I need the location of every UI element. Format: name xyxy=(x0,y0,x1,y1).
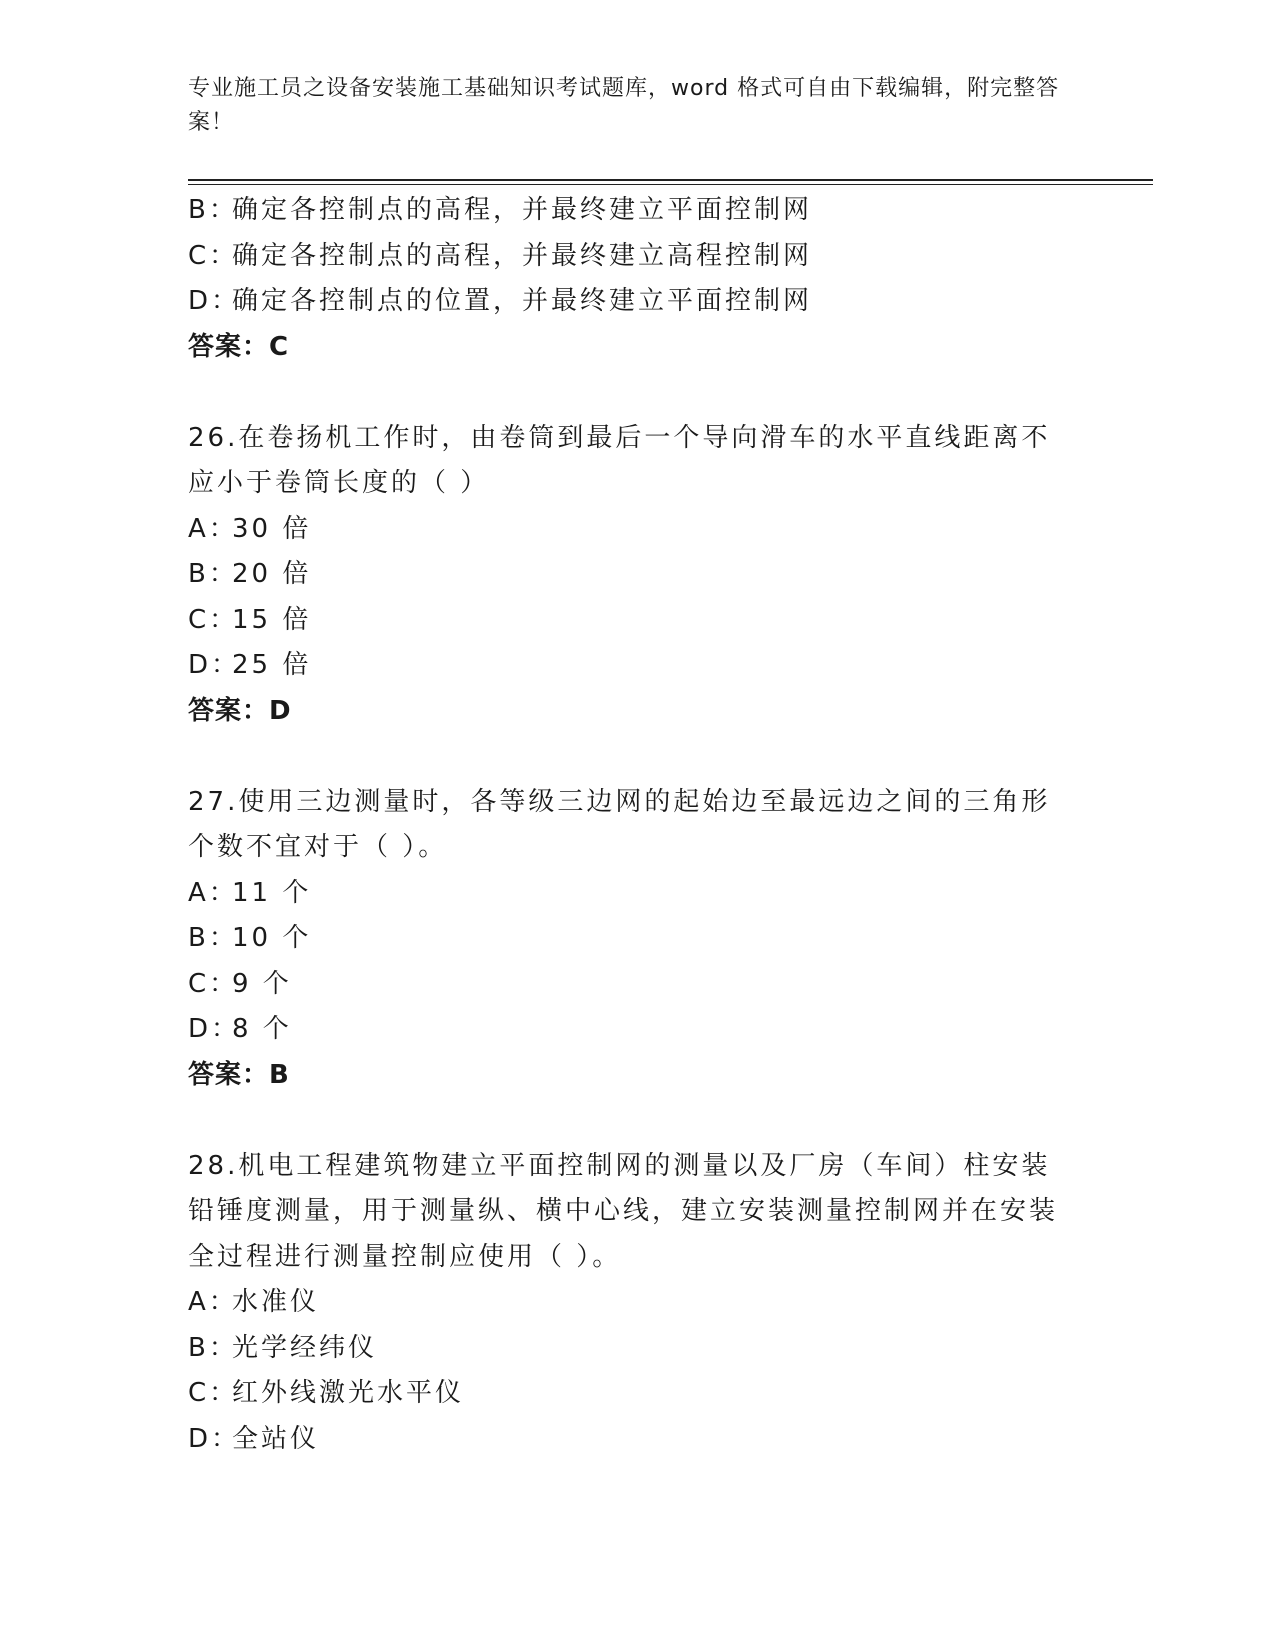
answer-line: 答案：C xyxy=(188,331,290,362)
option-a xyxy=(188,871,1088,917)
option-text: 确定各控制点的位置，并最终建立平面控制网 xyxy=(232,286,813,316)
option-key: C： xyxy=(188,240,239,271)
option-a xyxy=(188,1280,1088,1326)
option-b xyxy=(188,1326,1088,1372)
question-stem-28: 28.机电工程建筑物建立平面控制网的测量以及厂房（车间）柱安装铅锤度测量，用于测量纵、横中心线，建立安装测量控制网并在安装全过程进行测量控制应使用（ ）。 xyxy=(188,1150,1059,1272)
option-text: 15 倍 xyxy=(232,604,312,635)
option-text: 确定各控制点的高程，并最终建立平面控制网 xyxy=(232,195,813,225)
question-content xyxy=(188,188,1088,1462)
option-key: A： xyxy=(188,877,238,908)
header-rule-thick xyxy=(188,179,1153,181)
option-text: 10 个 xyxy=(232,923,312,953)
spacer xyxy=(188,1098,1088,1144)
option-b xyxy=(188,916,1088,962)
spacer xyxy=(188,734,1088,780)
answer-line: 答案：B xyxy=(188,1059,290,1090)
option-text: 红外线激光水平仪 xyxy=(232,1378,465,1408)
option-key: D： xyxy=(188,1423,241,1454)
option-text: 全站仪 xyxy=(232,1423,320,1454)
option-c xyxy=(188,598,1088,644)
option-key: B： xyxy=(188,559,238,589)
option-d xyxy=(188,643,1088,689)
document-header: 专业施工员之设备安装施工基础知识考试题库，word 格式可自由下载编辑，附完整答案！ xyxy=(188,76,1060,135)
option-key: C： xyxy=(188,968,239,999)
option-c xyxy=(188,962,1088,1008)
option-d xyxy=(188,1417,1088,1463)
option-text: 光学经纬仪 xyxy=(232,1332,378,1363)
header-rule-thin xyxy=(188,184,1153,185)
option-b xyxy=(188,552,1088,598)
option-a xyxy=(188,507,1088,553)
option-key: D： xyxy=(188,1014,241,1044)
option-key: D： xyxy=(188,650,241,680)
option-text: 25 倍 xyxy=(232,650,312,680)
option-text: 20 倍 xyxy=(232,559,312,589)
question-stem-27: 27.使用三边测量时，各等级三边网的起始边至最远边之间的三角形个数不宜对于（ ）。 xyxy=(188,786,1051,862)
option-key: A： xyxy=(188,1287,238,1317)
option-text: 11 个 xyxy=(232,877,312,908)
option-d xyxy=(188,1007,1088,1053)
option-key: C： xyxy=(188,604,239,635)
option-text: 30 倍 xyxy=(232,513,312,544)
option-text: 8 个 xyxy=(232,1014,292,1044)
option-text: 水准仪 xyxy=(232,1287,320,1317)
option-key: A： xyxy=(188,513,238,544)
option-key: B： xyxy=(188,1332,238,1363)
option-b xyxy=(188,188,1088,234)
option-key: D： xyxy=(188,286,241,316)
question-stem-26: 26.在卷扬机工作时，由卷筒到最后一个导向滑车的水平直线距离不应小于卷筒长度的（ ） xyxy=(188,422,1051,498)
option-d xyxy=(188,279,1088,325)
option-c xyxy=(188,234,1088,280)
option-c xyxy=(188,1371,1088,1417)
spacer xyxy=(188,370,1088,416)
option-text: 9 个 xyxy=(232,968,292,999)
option-key: B： xyxy=(188,923,238,953)
answer-line: 答案：D xyxy=(188,695,292,726)
option-key: B： xyxy=(188,195,238,225)
option-key: C： xyxy=(188,1378,239,1408)
option-text: 确定各控制点的高程，并最终建立高程控制网 xyxy=(232,240,813,271)
